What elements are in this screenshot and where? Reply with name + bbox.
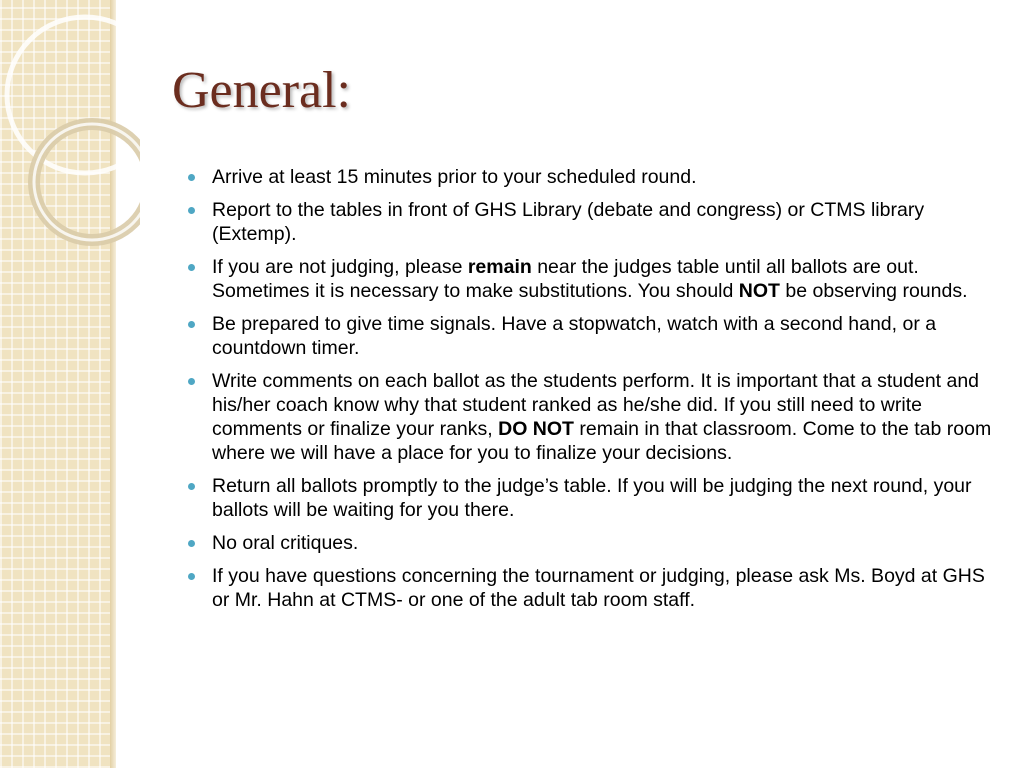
emphasis-text: remain [467, 256, 532, 278]
bullet-item [188, 369, 998, 465]
bullet-text: If you are not judging, please [212, 256, 468, 278]
bullet-dot-icon [188, 264, 195, 271]
bullet-text: remain in that classroom. Come to the tab room where we will have a place for you to finalize your decisions. [212, 418, 992, 464]
bullet-item [188, 255, 998, 303]
bullet-dot-icon [188, 540, 195, 547]
bullet-dot-icon [188, 174, 195, 181]
bullet-text: be observing rounds. [779, 280, 968, 302]
slide-title: General: [172, 62, 352, 119]
decorative-ring-inner-highlight [34, 124, 140, 240]
bullet-item [188, 165, 998, 189]
bullet-text: Report to the tables in front of GHS Library (debate and congress) or CTMS library (Extemp). [212, 199, 925, 245]
bullet-text: Arrive at least 15 minutes prior to your scheduled round. [212, 166, 697, 188]
emphasis-text: DO NOT [498, 418, 574, 440]
bullet-text: Write comments on each ballot as the students perform. It is important that a student and his/her coach know why that student ranked as he/she did. If you still need to write comments or finalize your ranks, [212, 370, 980, 440]
bullet-item [188, 564, 998, 612]
bullet-dot-icon [188, 378, 195, 385]
bullet-dot-icon [188, 573, 195, 580]
bullet-item [188, 198, 998, 246]
bullet-item [188, 474, 998, 522]
bullet-dot-icon [188, 483, 195, 490]
bullet-item [188, 531, 998, 555]
decorative-rings [0, 0, 140, 260]
bullet-text: Return all ballots promptly to the judge’s table. If you will be judging the next round, your ballots will be waiting for you there. [212, 475, 972, 521]
bullet-dot-icon [188, 321, 195, 328]
bullet-text: Be prepared to give time signals. Have a stopwatch, watch with a second hand, or a countdown timer. [212, 313, 937, 359]
bullet-dot-icon [188, 207, 195, 214]
bullet-list [188, 165, 998, 621]
bullet-text: near the judges table until all ballots are out. Sometimes it is necessary to make substitutions. You should [212, 256, 919, 302]
emphasis-text: NOT [738, 280, 780, 302]
bullet-text: If you have questions concerning the tournament or judging, please ask Ms. Boyd at GHS or Mr. Hahn at CTMS- or one of the adult tab room staff. [212, 565, 985, 611]
bullet-item [188, 312, 998, 360]
decorative-ring-outer [7, 17, 140, 173]
bullet-text: No oral critiques. [212, 532, 359, 554]
